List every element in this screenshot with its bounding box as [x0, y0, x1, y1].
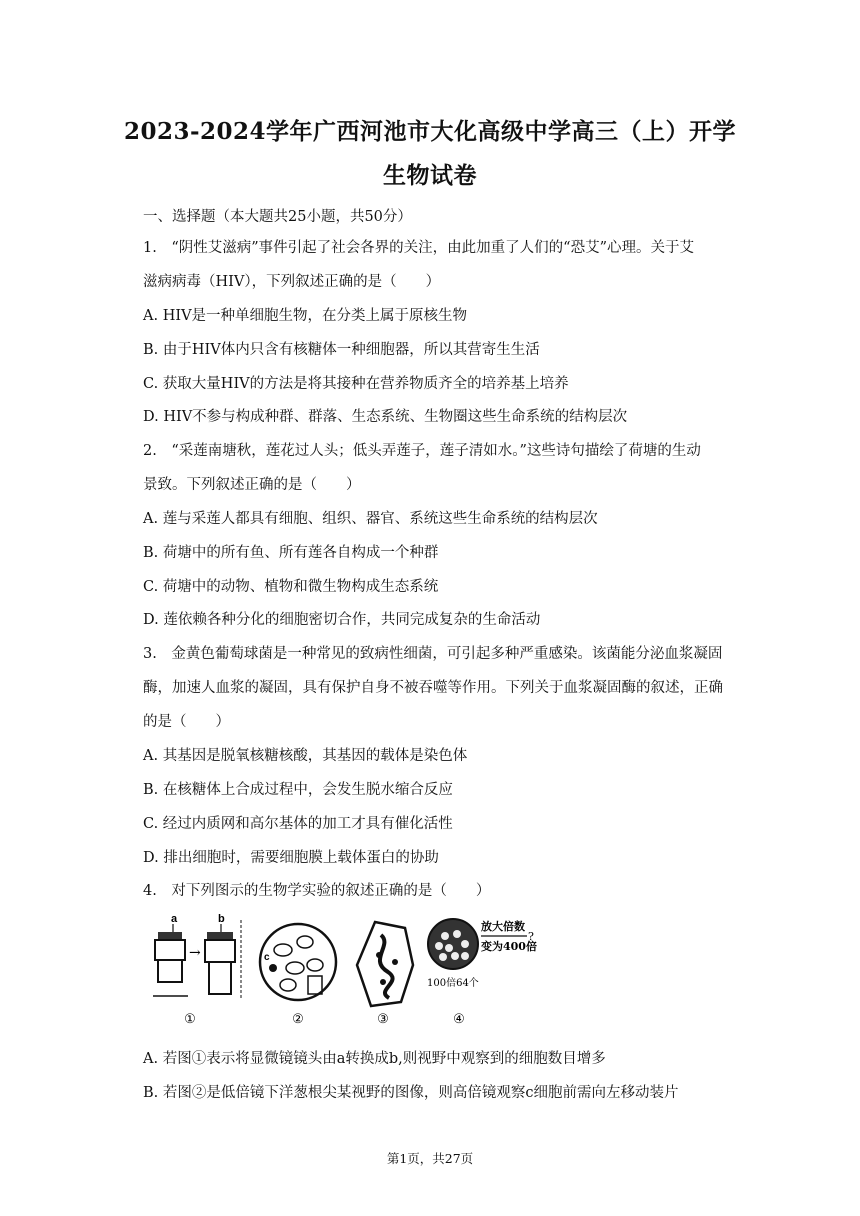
- question-text: 酶，加速人血浆的凝固，具有保护自身不被吞噬等作用。下列关于血浆凝固酶的叙述，正确: [143, 680, 723, 696]
- page-title-line2: 生物试卷: [383, 162, 477, 189]
- option-text: A. 其基因是脱氧核糖核酸，其基因的载体是染色体: [143, 748, 468, 764]
- caption-4: ④: [453, 1012, 465, 1026]
- note-count: 100倍64个: [427, 978, 479, 989]
- option-text: D. HIV不参与构成种群、群落、生态系统、生物圈这些生命系统的结构层次: [143, 409, 628, 425]
- note-question: ?: [528, 930, 534, 943]
- caption-2: ②: [292, 1012, 304, 1026]
- caption-3: ③: [377, 1012, 389, 1026]
- option-text: C. 荷塘中的动物、植物和微生物构成生态系统: [143, 579, 439, 595]
- note-bottom: 变为400倍: [481, 940, 537, 953]
- section-heading: 一、选择题（本大题共25小题，共50分）: [143, 209, 412, 225]
- objective-lens-icon: [153, 913, 188, 996]
- objective-lens-icon: [205, 913, 241, 1000]
- option-text: A. 若图①表示将显微镜镜头由a转换成b,则视野中观察到的细胞数目增多: [143, 1051, 606, 1067]
- option-text: C. 经过内质网和高尔基体的加工才具有催化活性: [143, 816, 453, 832]
- option-text: A. 莲与采莲人都具有细胞、组织、器官、系统这些生命系统的结构层次: [143, 511, 598, 527]
- option-text: D. 莲依赖各种分化的细胞密切合作，共同完成复杂的生命活动: [143, 612, 541, 628]
- cell-field-icon: [428, 919, 478, 969]
- option-text: D. 排出细胞时，需要细胞膜上载体蛋白的协助: [143, 850, 439, 866]
- caption-1: ①: [184, 1012, 196, 1026]
- label-b: b: [218, 913, 225, 925]
- note-top: 放大倍数: [481, 920, 525, 933]
- question-text: 的是（ ）: [143, 714, 230, 730]
- question-text: 2. “采莲南塘秋，莲花过人头；低头弄莲子，莲子清如水。”这些诗句描绘了荷塘的生动: [143, 443, 701, 459]
- option-text: C. 获取大量HIV的方法是将其接种在营养物质齐全的培养基上培养: [143, 376, 569, 392]
- label-c: c: [264, 952, 270, 963]
- question-text: 滋病病毒（HIV），下列叙述正确的是（ ）: [143, 274, 441, 290]
- arrow-icon: →: [189, 945, 201, 961]
- question-text: 1. “阴性艾滋病”事件引起了社会各界的关注，由此加重了人们的“恐艾”心理。关于艾: [143, 240, 694, 256]
- option-text: B. 荷塘中的所有鱼、所有莲各自构成一个种群: [143, 545, 439, 561]
- option-text: B. 由于HIV体内只含有核糖体一种细胞器，所以其营寄生生活: [143, 342, 540, 358]
- question-text: 景致。下列叙述正确的是（ ）: [143, 477, 361, 493]
- page-title-line1: 2023-2024学年广西河池市大化高级中学高三（上）开学: [123, 118, 737, 145]
- question-text: 4. 对下列图示的生物学实验的叙述正确的是（ ）: [143, 883, 491, 899]
- option-text: B. 在核糖体上合成过程中，会发生脱水缩合反应: [143, 782, 453, 798]
- question-text: 3. 金黄色葡萄球菌是一种常见的致病性细菌，可引起多种严重感染。该菌能分泌血浆凝固: [143, 646, 723, 662]
- plant-cell-icon: [357, 922, 413, 1006]
- microscope-figure: [143, 910, 543, 1026]
- label-a: a: [171, 913, 178, 925]
- cells-view-icon: [260, 924, 336, 1000]
- option-text: B. 若图②是低倍镜下洋葱根尖某视野的图像，则高倍镜观察c细胞前需向左移动装片: [143, 1085, 679, 1101]
- option-text: A. HIV是一种单细胞生物，在分类上属于原核生物: [143, 308, 468, 324]
- page-footer: 第1页，共27页: [386, 1151, 474, 1166]
